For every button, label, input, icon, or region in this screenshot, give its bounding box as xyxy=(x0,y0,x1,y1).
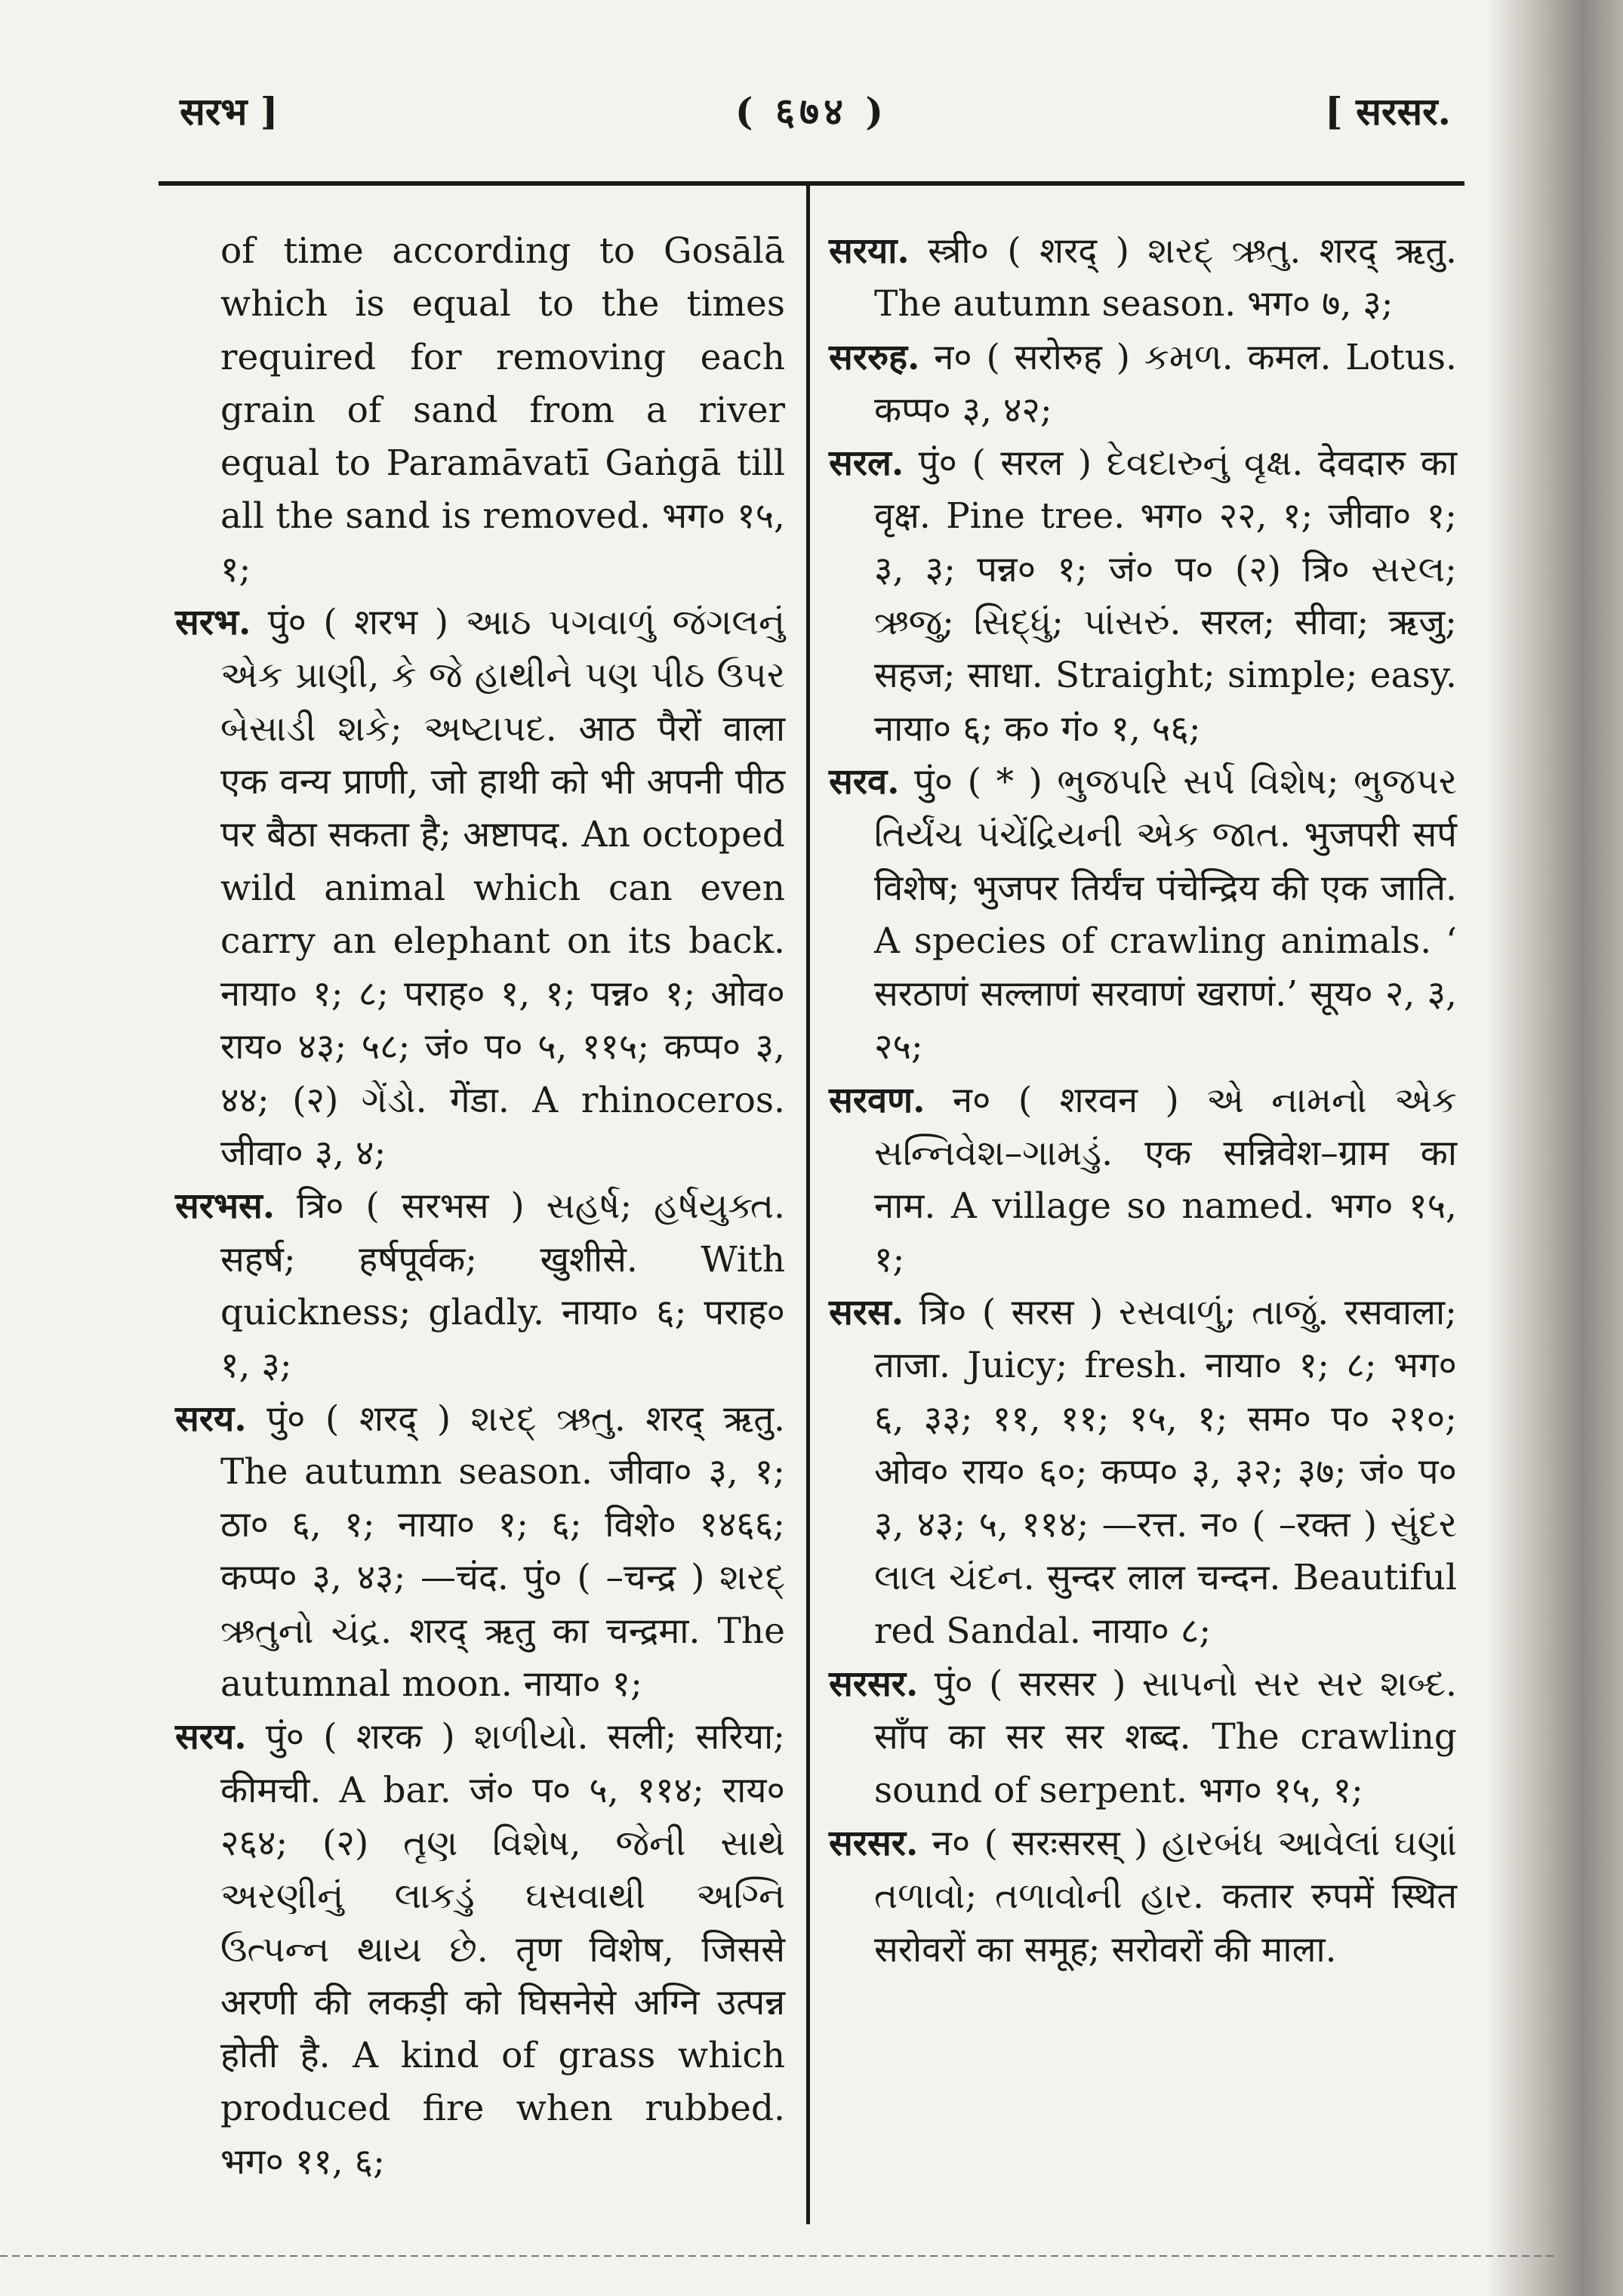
continued-entry-text: of time according to Gosālā which is equal to the times required for removing each grain of sand from a river equal to Paramāvatī Gaṅgā till all the sand is removed. भग० १५, १; xyxy=(220,230,785,590)
entry-body: न० ( सरोरुह ) કમળ. कमल. Lotus. कप्प० ३, ४२; xyxy=(874,336,1457,431)
dictionary-entry xyxy=(829,437,1457,756)
entry-body: न० ( सरःसरस् ) હારબંધ આવેલાં ઘણાં તળાવો; તળાવોની હાર. कतार रुपमें स्थित सरोवरों का समूह; सरोवरों की माला. xyxy=(874,1822,1457,1971)
dictionary-entry xyxy=(829,1074,1457,1287)
right-column xyxy=(829,225,1457,1977)
header-left-guide-word: सरभ ] xyxy=(180,89,279,134)
entry-headword: सरभ. xyxy=(175,602,251,644)
page-bottom-edge xyxy=(0,2255,1555,2257)
entry-headword: सरसर. xyxy=(829,1663,919,1706)
entry-headword: सररुह. xyxy=(829,336,920,378)
entry-headword: सरय. xyxy=(175,1398,247,1440)
dictionary-entry xyxy=(175,596,785,1180)
entry-body: त्रि० ( सरस ) રસવાળું; તાજું. रसवाला; ताजा. Juicy; fresh. नाया० १; ८; भग० ६, ३३; ११, ११; १५, १; सम० प० २१०; ओव० राय० ६०; कप्प० ३, ३२; ३७; जं० प० ३, ४३; ५, ११४; —रत्त. न० ( –रक्त ) સુંદર લાલ ચંદન. सुन्दर लाल चन्दन. Beautiful red Sandal. नाया० ८; xyxy=(874,1291,1457,1652)
entry-headword: सरवण. xyxy=(829,1079,925,1121)
dictionary-entry xyxy=(829,1287,1457,1658)
book-spine-shadow xyxy=(1487,0,1623,2296)
entry-headword: सरया. xyxy=(829,230,910,272)
entry-body: न० ( शरवन ) એ નામનો એક સન્નિવેશ–ગામડું. एक सन्निवेश–ग्राम का नाम. A village so named. भग० १५, १; xyxy=(874,1079,1457,1281)
page-number: ( ६७४ ) xyxy=(735,89,888,134)
dictionary-entry xyxy=(829,331,1457,438)
entry-headword: सरभस. xyxy=(175,1185,276,1228)
header-right-guide-word: [ सरसर. xyxy=(1325,89,1451,134)
dictionary-entry xyxy=(829,1817,1457,1977)
entry-headword: सरसर. xyxy=(829,1822,919,1864)
column-divider xyxy=(806,186,810,2224)
dictionary-entry xyxy=(175,1393,785,1712)
entry-body: स्त्री० ( शरद् ) શરદ્ ઋતુ. शरद् ऋतु. The autumn season. भग० ७, ३; xyxy=(874,230,1457,325)
entry-body: पुं० ( सरल ) દેવદારુનું વૃક્ષ. देवदारु का वृक्ष. Pine tree. भग० २२, १; जीवा० १; ३, ३; पन्न० १; जं० प० (२) त्रि० સરલ; ઋજુ; સિદ્ધું; પાંસરું. सरल; सीवा; ऋजु; सहज; साधा. Straight; simple; easy. नाया० ६; क० गं० १, ५६; xyxy=(874,442,1457,750)
dictionary-entry xyxy=(829,756,1457,1074)
entry-headword: सरल. xyxy=(829,442,904,485)
entry-body: त्रि० ( सरभस ) સહર્ષ; હર્ષયુક્ત. सहर्ष; हर्षपूर्वक; खुशीसे. With quickness; gladly. नाया० ६; पराह० १, ३; xyxy=(220,1185,785,1387)
entry-body: पुं० ( शरक ) શળીયો. सली; सरिया; कीमची. A bar. जं० प० ५, ११४; राय० २६४; (२) તૃણ વિશેષ, જેની સાથે અરણીનું લાકડું ઘસવાથી અગ્નિ ઉત્પન્ન થાય છે. तृण विशेष, जिससे अरणी की लकड़ी को घिसनेसे अग्नि उत्पन्न होती है. A kind of grass which produced fire when rubbed. भग० ११, ६; xyxy=(220,1716,785,2183)
dictionary-entry xyxy=(829,225,1457,331)
dictionary-entry xyxy=(175,1711,785,2189)
entry-body: पुं० ( * ) ભુજપરિ સર્પ વિશેષ; ભુજપર તિર્યંચ પંચેંદ્રિયની એક જાત. भुजपरी सर्प विशेष; भुजपर तिर्यंच पंचेन्द्रिय की एक जाति. A species of crawling animals. ‘ सरठाणं सल्लाणं सरवाणं खराणं.’ सूय० २, ३, २५; xyxy=(874,760,1457,1068)
dictionary-entry xyxy=(829,1658,1457,1817)
entry-headword: सरव. xyxy=(829,760,900,803)
page-header xyxy=(0,85,1623,145)
entry-body: पुं० ( शरभ ) આઠ પગવાળું જંગલનું એક પ્રાણી, કે જે હાથીને પણ પીઠ ઉપર બેસાડી શકે; અષ્ટાપદ. आठ पैरों वाला एक वन्य प्राणी, जो हाथी को भी अपनी पीठ पर बैठा सकता है; अष्टापद. An octoped wild animal which can even carry an elephant on its back. नाया० १; ८; पराह० १, १; पन्न० १; ओव० राय० ४३; ५८; जं० प० ५, ११५; कप्प० ३, ४४; (२) ગેંડો. गेंडा. A rhinoceros. जीवा० ३, ४; xyxy=(220,602,785,1175)
entry-body: पुं० ( शरद् ) શરદ્ ઋતુ. शरद् ऋतु. The autumn season. जीवा० ३, १; ठा० ६, १; नाया० १; ६; विशे० १४६६; कप्प० ३, ४३; —चंद. पुं० ( –चन्द्र ) શરદ્ ઋતુનો ચંદ્ર. शरद् ऋतु का चन्द्रमा. The autumnal moon. नाया० १; xyxy=(220,1398,785,1706)
entry-headword: सरस. xyxy=(829,1291,904,1333)
dictionary-entry xyxy=(175,1180,785,1392)
left-column xyxy=(175,225,785,2189)
entry-body: पुं० ( सरसर ) સાપનો સર સર શબ્દ. साँप का सर सर शब्द. The crawling sound of serpent. भग० १५, १; xyxy=(874,1663,1457,1811)
header-rule xyxy=(159,181,1464,186)
entry-headword: सरय. xyxy=(175,1716,247,1758)
